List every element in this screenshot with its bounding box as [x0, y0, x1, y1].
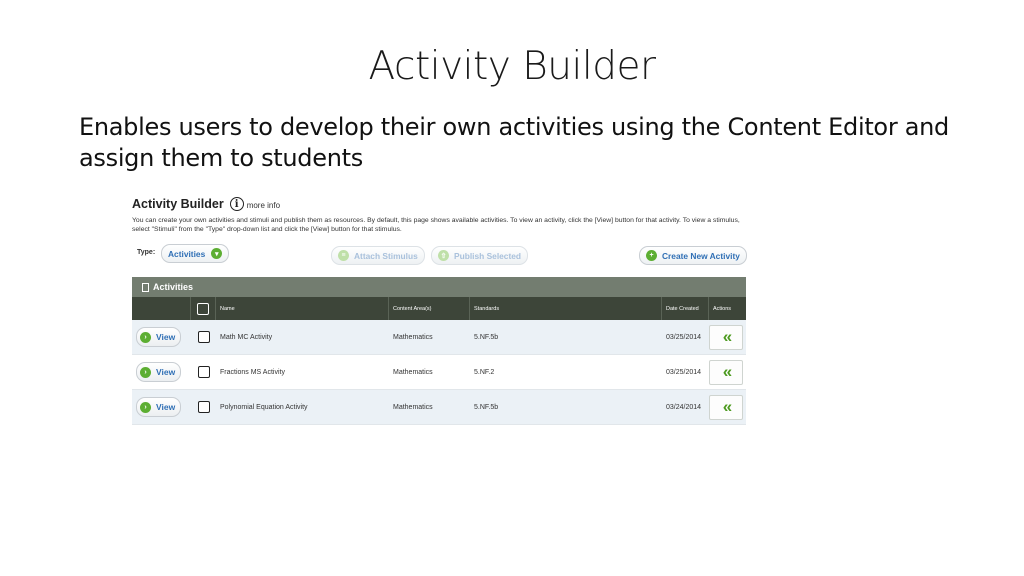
chevron-down-icon: ▾ [211, 248, 222, 259]
arrow-right-circle-icon: › [140, 332, 151, 343]
header-view-col [132, 297, 191, 320]
table-row [132, 390, 746, 425]
slide-body: Enables users to develop their own activities using the Content Editor and assign them to students [79, 113, 949, 172]
attach-stimulus-button[interactable] [331, 246, 425, 265]
view-button[interactable] [136, 362, 181, 382]
type-label: Type: [137, 249, 156, 256]
document-icon [142, 283, 149, 292]
grid-header-row [132, 297, 746, 320]
activity-builder-screenshot [130, 193, 748, 433]
publish-selected-label: Publish Selected [454, 250, 522, 261]
row-date: 03/25/2014 [666, 333, 702, 341]
view-label: View [156, 367, 176, 377]
app-title: Activity Builder [132, 197, 224, 211]
row-content-area: Mathematics [393, 368, 433, 376]
publish-icon: ⇧ [438, 250, 449, 261]
row-content-area: Mathematics [393, 333, 433, 341]
plus-circle-icon: + [646, 250, 657, 261]
double-chevron-left-icon[interactable]: « [709, 395, 743, 420]
table-row [132, 355, 746, 390]
row-standards: 5.NF.5b [474, 333, 499, 341]
row-checkbox[interactable] [198, 401, 210, 413]
slide-title: Activity Builder [368, 44, 656, 89]
row-content-area: Mathematics [393, 403, 433, 411]
row-name: Math MC Activity [220, 333, 273, 341]
grid-title: Activities [153, 282, 194, 292]
table-row [132, 320, 746, 355]
header-date-created[interactable]: Date Created [662, 297, 709, 320]
double-chevron-left-icon[interactable]: « [709, 325, 743, 350]
header-actions: Actions [713, 305, 732, 312]
view-button[interactable] [136, 327, 181, 347]
page-description: You can create your own activities and stimuli and publish them as resources. By default, this page shows available activities. To view an activity, click the [View] button for that activity. To view a stimulus, select "Stimuli" from the "Type" drop-down list and click the [View] button for that stimulus. [132, 217, 740, 233]
attach-icon: ≡ [338, 250, 349, 261]
row-checkbox[interactable] [198, 331, 210, 343]
attach-stimulus-label: Attach Stimulus [354, 250, 418, 261]
row-date: 03/24/2014 [666, 403, 702, 411]
select-all-checkbox[interactable] [197, 303, 209, 315]
row-date: 03/25/2014 [666, 368, 702, 376]
view-label: View [156, 402, 176, 412]
app-header [132, 197, 280, 211]
row-name: Polynomial Equation Activity [220, 403, 308, 411]
grid-title-bar [132, 277, 746, 297]
header-select-col [191, 297, 216, 320]
row-checkbox[interactable] [198, 366, 210, 378]
arrow-right-circle-icon: › [140, 402, 151, 413]
type-dropdown-value: Activities [168, 248, 206, 259]
header-name[interactable]: Name [216, 297, 389, 320]
header-content-area[interactable]: Content Area(s) [389, 297, 470, 320]
publish-selected-button[interactable] [431, 246, 528, 265]
create-new-activity-label: Create New Activity [662, 250, 740, 261]
arrow-right-circle-icon: › [140, 367, 151, 378]
activities-grid [132, 277, 746, 425]
view-button[interactable] [136, 397, 181, 417]
double-chevron-left-icon[interactable]: « [709, 360, 743, 385]
view-label: View [156, 332, 176, 342]
row-standards: 5.NF.5b [474, 403, 499, 411]
row-name: Fractions MS Activity [220, 368, 285, 376]
info-icon[interactable]: i [230, 197, 244, 211]
row-standards: 5.NF.2 [474, 368, 495, 376]
create-new-activity-button[interactable] [639, 246, 747, 265]
type-dropdown[interactable] [161, 244, 229, 263]
more-info-link[interactable]: more info [246, 201, 281, 210]
header-standards[interactable]: Standards [470, 297, 662, 320]
